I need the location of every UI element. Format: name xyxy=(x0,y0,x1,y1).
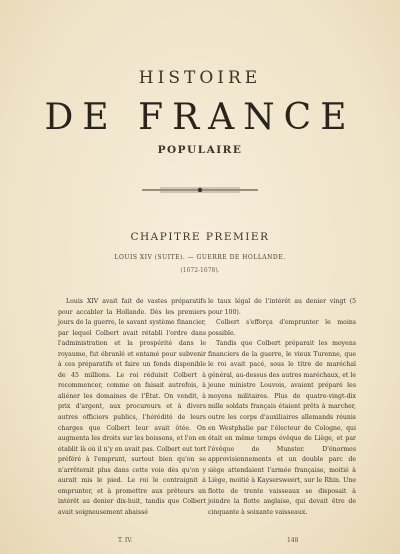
text-column-right xyxy=(208,297,356,518)
chapter-dates: (1672-1678). xyxy=(180,267,220,274)
paragraph: le taux légal de l'intérêt au denier vingt (5 pour 100). xyxy=(208,298,356,316)
paragraph: Colbert s'efforça d'emprunter le moins possible. xyxy=(208,319,356,337)
ornament-divider xyxy=(140,184,260,196)
chapter-title: CHAPITRE PREMIER xyxy=(130,231,270,243)
title-populaire: POPULAIRE xyxy=(157,144,243,156)
page-number: 148 xyxy=(287,537,299,544)
text-column-left xyxy=(58,297,206,518)
title-histoire: HISTOIRE xyxy=(138,68,262,88)
paragraph: Louis XIV avait fait de vastes préparatifs pour accabler la Hollande. Dès les premiers jours de la guerre, le savant système financier, par lequel Colbert avait rétabli l'ordre dans l'administration et la prospérité dans le royaume, fut ébranlé et entamé pour subvenir à ces préparatifs et faire un fonds disponible de 45 millions. Le roi réduisit Colbert à recommencer, comme on faisait autrefois, à aliéner les domaines de l'État. On vendit, à prix d'argent, aux procureurs et à divers autres officiers publics, l'hérédité de leurs charges que Colbert leur avait ôtée. On augmenta les droits sur les boissons, et l'on en établit là où il n'y en avait pas. Colbert eut tort préféré à l'emprunt, surtout bien qu'on se n'arrêterait plus dans cette voie dès qu'on y aurait mis le pied. Le roi le contraignit à emprunter, et à promettre aux prêteurs un intérêt au denier dix-huit, tandis que Colbert avait soigneusement abaissé xyxy=(58,298,206,516)
title-de-france: DE FRANCE xyxy=(44,97,356,138)
volume-marker: T. IV. xyxy=(118,537,133,544)
chapter-subtitle: LOUIS XIV (SUITE). — GUERRE DE HOLLANDE. xyxy=(114,254,286,261)
paragraph: Tandis que Colbert préparait les moyens financiers de la guerre, le vieux Turenne, que le roi avait pacé, sous le titre de maréchal général, au-dessus des autres maréchaux, et le jeune ministre Louvois, avaient préparé les moyens militaires. Plus de quatre-vingt-dix mille soldats français étaient prêts à marcher, outre les corps d'auxiliaires allemands réunis en Westphalie par l'électeur de Cologne, qui était en même temps évêque de Liège, et par l'évêque de Munster. D'énormes approvisionnements et un double parc de siège attendaient l'armée française, moitié à Liège, moitié à Kaysersweert, sur le Rhin. Une flotte de trente vaisseaux se disposait à joindre la flotte anglaise, qui devait être de cinquante à soixante vaisseaux. xyxy=(208,340,356,516)
